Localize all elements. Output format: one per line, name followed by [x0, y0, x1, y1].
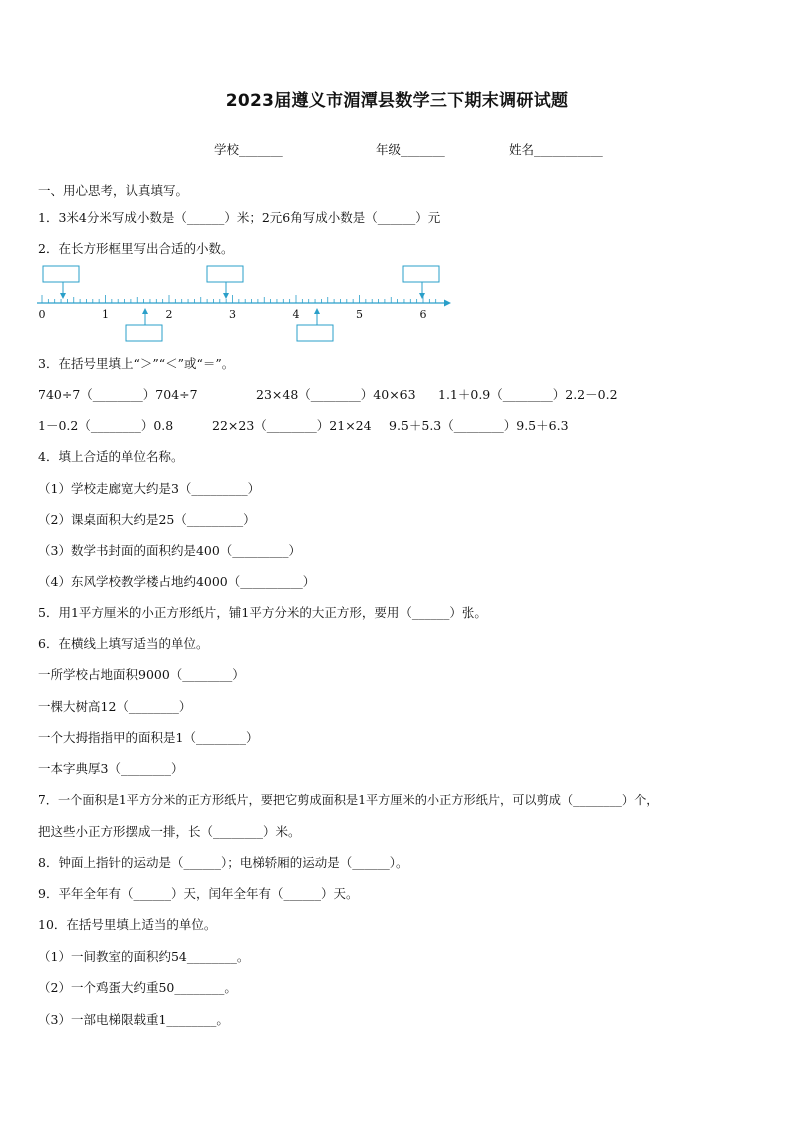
number-line-label: 3 — [229, 308, 236, 321]
sub-item: （3）数学书封面的面积约是400（_________） — [38, 543, 302, 558]
school-field: 学校_______ — [214, 142, 283, 157]
number-line-label: 1 — [102, 308, 109, 321]
question-9: 9．平年全年有（______）天，闰年全年有（______）天。 — [38, 886, 359, 901]
compare-item: 1.1＋0.9（________）2.2－0.2 — [438, 387, 618, 402]
number-line-figure — [32, 262, 452, 344]
page-title: 2023届遵义市湄潭县数学三下期末调研试题 — [225, 91, 569, 111]
sub-item: （1）一间教室的面积约54________。 — [38, 949, 250, 964]
number-line-label: 5 — [356, 308, 363, 321]
sub-item: （2）课桌面积大约是25（_________） — [38, 512, 256, 527]
sub-item: （3）一部电梯限载重1________。 — [38, 1012, 229, 1027]
question-8: 8．钟面上指针的运动是（______）；电梯轿厢的运动是（______）。 — [38, 855, 409, 870]
question-1: 1．3米4分米写成小数是（______）米；2元6角写成小数是（______）元 — [38, 210, 441, 225]
compare-item: 22×23（________）21×24 — [212, 418, 372, 433]
answer-box — [297, 325, 333, 341]
pointer-arrow-head — [314, 308, 320, 314]
question-5: 5．用1平方厘米的小正方形纸片，铺1平方分米的大正方形，要用（______）张。 — [38, 605, 487, 620]
compare-item: 9.5＋5.3（________）9.5＋6.3 — [389, 418, 569, 433]
section-heading: 一、用心思考，认真填写。 — [38, 183, 189, 198]
number-line-arrow — [444, 300, 451, 307]
question-2: 2．在长方形框里写出合适的小数。 — [38, 241, 234, 256]
question-10: 10．在括号里填上适当的单位。 — [38, 917, 217, 932]
question-3: 3．在括号里填上“＞”“＜”或“＝”。 — [38, 356, 235, 371]
sub-item: （2）一个鸡蛋大约重50________。 — [38, 980, 237, 995]
pointer-arrow-head — [60, 293, 66, 299]
sub-item: 一本字典厚3（________） — [38, 761, 184, 776]
compare-item: 23×48（________）40×63 — [256, 387, 416, 402]
number-line-label: 2 — [165, 308, 173, 321]
answer-box — [207, 266, 243, 282]
pointer-arrow-head — [223, 293, 229, 299]
question-4: 4．填上合适的单位名称。 — [38, 449, 184, 464]
number-line-ticks — [42, 295, 436, 303]
question-7: 7．一个面积是1平方分米的正方形纸片，要把它剪成面积是1平方厘米的小正方形纸片，可以剪成（________）个， — [38, 793, 659, 807]
sub-item: 一个大拇指指甲的面积是1（________） — [38, 730, 259, 745]
answer-box — [403, 266, 439, 282]
sub-item: （1）学校走廊宽大约是3（_________） — [38, 481, 261, 496]
number-line-label: 6 — [419, 308, 427, 321]
pointer-arrow-head — [142, 308, 148, 314]
number-line-label: 0 — [38, 308, 46, 321]
name-field: 姓名___________ — [509, 142, 603, 157]
answer-box — [126, 325, 162, 341]
pointer-arrow-head — [419, 293, 425, 299]
sub-item: 一所学校占地面积9000（________） — [38, 667, 245, 682]
sub-item: 一棵大树高12（________） — [38, 699, 192, 714]
number-line-label: 4 — [292, 308, 300, 321]
compare-item: 740÷7（________）704÷7 — [38, 387, 198, 402]
grade-field: 年级_______ — [376, 142, 445, 157]
answer-box — [43, 266, 79, 282]
question-6: 6．在横线上填写适当的单位。 — [38, 636, 209, 651]
sub-item: （4）东风学校教学楼占地约4000（__________） — [38, 574, 316, 589]
compare-item: 1－0.2（________）0.8 — [38, 418, 174, 433]
question-7-continued: 把这些小正方形摆成一排，长（________）米。 — [38, 824, 301, 839]
